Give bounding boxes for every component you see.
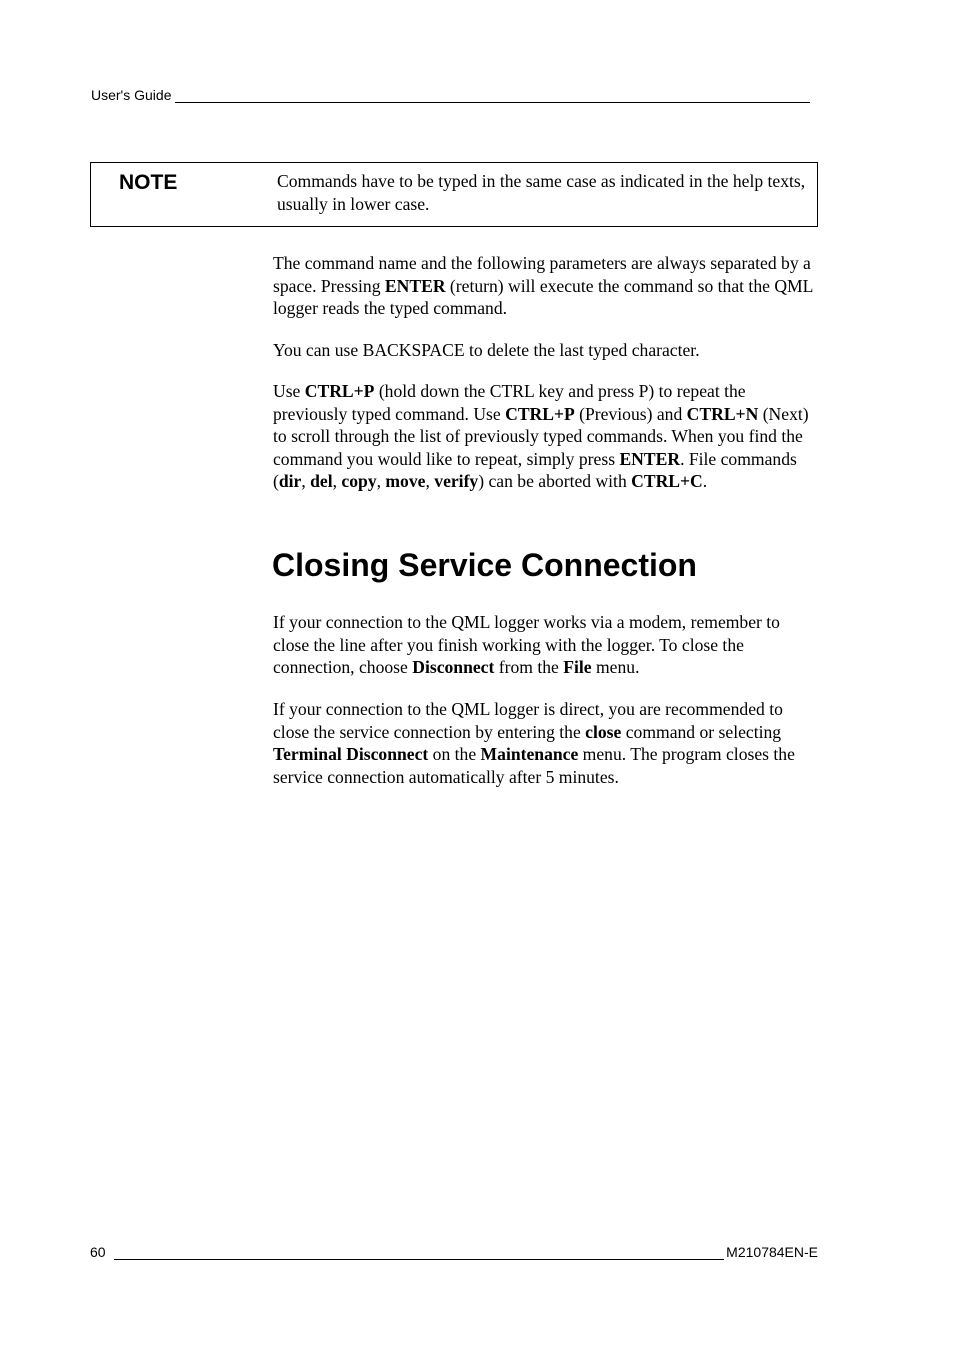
text-run: If your connection to the QML logger works via a modem, remember to close the line after you finish working with the logger. To close the connection, choose (273, 612, 780, 677)
keyword-copy: copy (341, 471, 377, 491)
paragraph-ctrl-keys (273, 380, 819, 493)
text-run: from the (494, 657, 564, 677)
keyword-maintenance: Maintenance (480, 744, 579, 764)
section-heading: Closing Service Connection (272, 547, 697, 583)
text-run: menu. The program closes the service connection automatically after 5 minutes. (273, 744, 795, 787)
text-run: (hold down the CTRL key and press P) to repeat the previously typed command. Use (273, 381, 746, 424)
paragraph-modem-connection (273, 611, 819, 679)
header-title: User's Guide (91, 87, 172, 103)
footer-rule (114, 1246, 725, 1260)
text-run: You can use BACKSPACE to delete the last typed character. (273, 340, 700, 360)
paragraph-backspace (273, 339, 819, 362)
text-run: , (301, 471, 311, 491)
text-run: , (332, 471, 342, 491)
text-run: . (702, 471, 708, 491)
keyword-disconnect: Disconnect (412, 657, 495, 677)
text-run: (return) will execute the command so that the QML logger reads the typed command. (273, 275, 813, 318)
text-run: , (376, 471, 386, 491)
text-run: (Next) to scroll through the list of previously typed commands. When you find the command you would like to repeat, simply press (273, 403, 809, 469)
text-run: If your connection to the QML logger is direct, you are recommended to close the service connection by entering the (273, 699, 783, 742)
note-text: Commands have to be typed in the same case as indicated in the help texts, usually in lower case. (277, 171, 806, 214)
keyword-move: move (385, 471, 426, 491)
text-run: (Previous) and (574, 403, 687, 424)
text-run: . File commands ( (273, 448, 797, 491)
keyword-ctrl-c: CTRL+C (631, 471, 703, 491)
page-header (91, 87, 810, 103)
text-run: command or selecting (621, 721, 782, 742)
paragraph-direct-connection (273, 698, 819, 788)
keyword-ctrl-p: CTRL+P (304, 381, 375, 401)
keyword-verify: verify (434, 471, 479, 491)
keyword-file: File (563, 657, 592, 677)
keyword-enter: ENTER (384, 275, 446, 296)
keyword-del: del (310, 471, 333, 491)
page-number: 60 (90, 1244, 106, 1260)
keyword-ctrl-n: CTRL+N (686, 403, 759, 424)
text-run: Use (273, 381, 305, 401)
text-run: on the (428, 744, 481, 764)
keyword-dir: dir (278, 471, 302, 491)
keyword-ctrl-p: CTRL+P (505, 403, 575, 424)
text-run: ) can be aborted with (478, 471, 632, 491)
keyword-terminal-disconnect: Terminal Disconnect (273, 744, 429, 764)
keyword-enter: ENTER (619, 448, 681, 469)
paragraph-command-syntax (273, 252, 819, 320)
header-rule (175, 89, 810, 103)
text-run: , (425, 471, 435, 491)
note-label: NOTE (119, 171, 178, 194)
keyword-close: close (585, 721, 622, 742)
document-code: M210784EN-E (726, 1244, 818, 1260)
text-run: menu. (591, 657, 640, 677)
note-box (90, 162, 818, 227)
page-footer (90, 1244, 818, 1260)
text-run: The command name and the following parameters are always separated by a space. Pressing (273, 253, 811, 296)
